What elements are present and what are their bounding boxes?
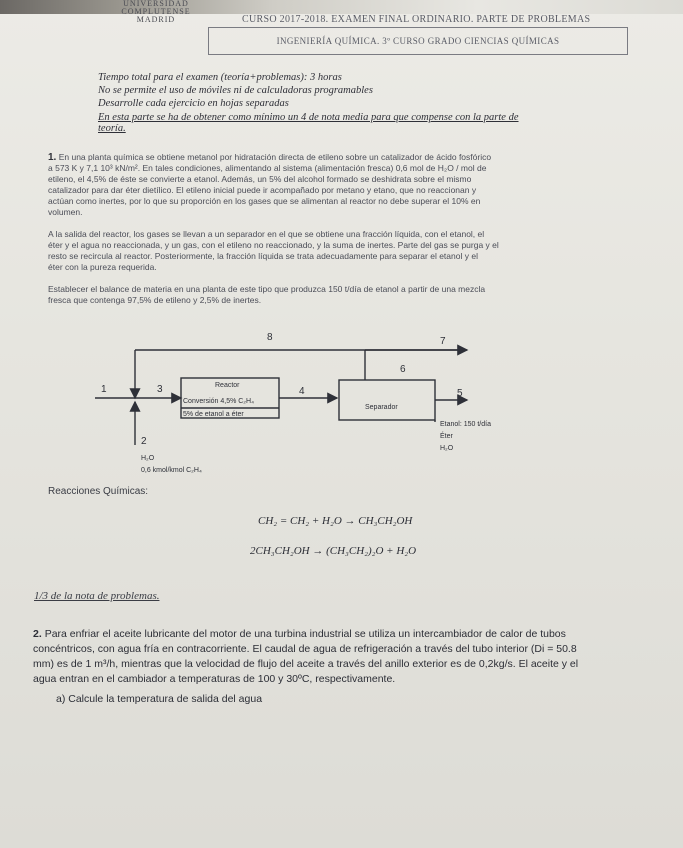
problem2-paragraph bbox=[33, 627, 643, 687]
reactor-ether: 5% de etanol a éter bbox=[183, 411, 244, 418]
stream-label-8: 8 bbox=[267, 332, 273, 343]
text-line: Establecer el balance de materia en una planta de este tipo que produzca 150 t/día de etanol a partir de una mezcla bbox=[48, 284, 486, 294]
reaction-equation-2: 2CH₃CH₂OH → (CH₃CH₂)₂O + H₂O bbox=[250, 545, 417, 557]
text-line: a 573 K y 7,1 10³ kN/m². En tales condiciones, alimentando al sistema (alimentación fresca) 0,6 mol de H₂O / mol de bbox=[48, 163, 487, 173]
problem1-paragraph1 bbox=[48, 152, 633, 218]
text-line: concéntricos, con agua fría en contracorriente. El caudal de agua de refrigeración a través del tubo interior (Di = 50.8 bbox=[33, 643, 577, 655]
process-flow-diagram bbox=[95, 320, 565, 480]
reaction-equation-1: CH₂ = CH₂ + H₂O → CH₃CH₂OH bbox=[258, 515, 413, 527]
text-line: resto se recircula al reactor. Posteriormente, la fracción líquida se trata adecuadamente para separar el etanol y el bbox=[48, 251, 478, 261]
stream2-water: H₂O bbox=[141, 455, 155, 462]
stream-label-3: 3 bbox=[157, 384, 163, 395]
problem2-number: 2. bbox=[33, 628, 42, 640]
problem1-paragraph3 bbox=[48, 284, 633, 306]
product-ethanol: Etanol: 150 t/día bbox=[440, 421, 491, 428]
problem1-paragraph2 bbox=[48, 229, 633, 273]
stream-label-7: 7 bbox=[440, 336, 446, 347]
degree-box bbox=[208, 27, 628, 55]
problem2-item-a: a) Calcule la temperatura de salida del agua bbox=[56, 693, 263, 705]
product-water: H₂O bbox=[440, 445, 454, 452]
reactor-conversion: Conversión 4,5% C₂H₄ bbox=[183, 398, 254, 405]
stream-label-5: 5 bbox=[457, 388, 463, 399]
instruction-minimum-cont: teoría. bbox=[98, 123, 126, 134]
reactor-title: Reactor bbox=[215, 382, 240, 389]
reactions-title: Reacciones Químicas: bbox=[48, 486, 149, 497]
text-line: éter con la pureza requerida. bbox=[48, 262, 157, 272]
separator-label: Separador bbox=[365, 404, 398, 411]
text-line: etileno, el 4,5% de éste se convierte a etanol. Además, un 5% del alcohol formado se deshidrata sobre el mismo bbox=[48, 174, 472, 184]
university-logo-text bbox=[96, 0, 216, 22]
text-line: En una planta química se obtiene metanol por hidratación directa de etileno sobre un catalizador de ácido fosfórico bbox=[58, 152, 492, 162]
text-line: volumen. bbox=[48, 207, 83, 217]
text-line: fresca que contenga 97,5% de etileno y 2,5% de inertes. bbox=[48, 295, 262, 305]
text-line: catalizador para dar éter dietílico. El etileno inicial puede ir acompañado por metano y etano, que no reaccionan y bbox=[48, 185, 477, 195]
stream-label-4: 4 bbox=[299, 386, 305, 397]
problem1-number: 1. bbox=[48, 152, 57, 163]
separator-box bbox=[339, 380, 435, 420]
stream-label-6: 6 bbox=[400, 364, 406, 375]
text-line: agua entran en el cambiador a temperaturas de 100 y 30ºC, respectivamente. bbox=[33, 673, 396, 685]
instruction-minimum: En esta parte se ha de obtener como mínimo un 4 de nota media para que compense con la parte de bbox=[98, 112, 519, 123]
text-line: Para enfriar el aceite lubricante del motor de una turbina industrial se utiliza un intercambiador de calor de tubos bbox=[44, 628, 566, 640]
weight-note: 1/3 de la nota de problemas. bbox=[34, 590, 160, 602]
exam-title: CURSO 2017-2018. EXAMEN FINAL ORDINARIO. PARTE DE PROBLEMAS bbox=[242, 14, 591, 25]
degree-text: INGENIERÍA QUÍMICA. 3º CURSO GRADO CIENCIAS QUÍMICAS bbox=[276, 36, 560, 46]
text-line: A la salida del reactor, los gases se llevan a un separador en el que se obtiene una fracción líquida, con el etanol, el bbox=[48, 229, 485, 239]
university-line: COMPLUTENSE bbox=[121, 7, 191, 16]
stream-label-2: 2 bbox=[141, 436, 147, 447]
product-ether: Éter bbox=[440, 433, 453, 440]
instruction-time: Tiempo total para el examen (teoría+problemas): 3 horas bbox=[98, 72, 342, 83]
text-line: éter y el agua no reaccionada, y un gas, con el etileno no reaccionado, y la suma de inertes. Parte del gas se purga y el bbox=[48, 240, 499, 250]
instruction-sheets: Desarrolle cada ejercicio en hojas separadas bbox=[98, 98, 289, 109]
instruction-phones: No se permite el uso de móviles ni de calculadoras programables bbox=[98, 85, 373, 96]
university-line: MADRID bbox=[136, 15, 176, 24]
stream2-ratio: 0,6 kmol/kmol C₂H₄ bbox=[141, 467, 202, 474]
text-line: actúan como inertes, por lo que su proporción en los gases que se alimentan al reactor no debe superar el 10% en bbox=[48, 196, 481, 206]
stream-label-1: 1 bbox=[101, 384, 107, 395]
text-line: mm) es de 1 m³/h, mientras que la velocidad de flujo del aceite a través del anillo exterior es de 0,2kg/s. El aceite y el bbox=[33, 658, 579, 670]
university-line: UNIVERSIDAD bbox=[123, 0, 189, 8]
